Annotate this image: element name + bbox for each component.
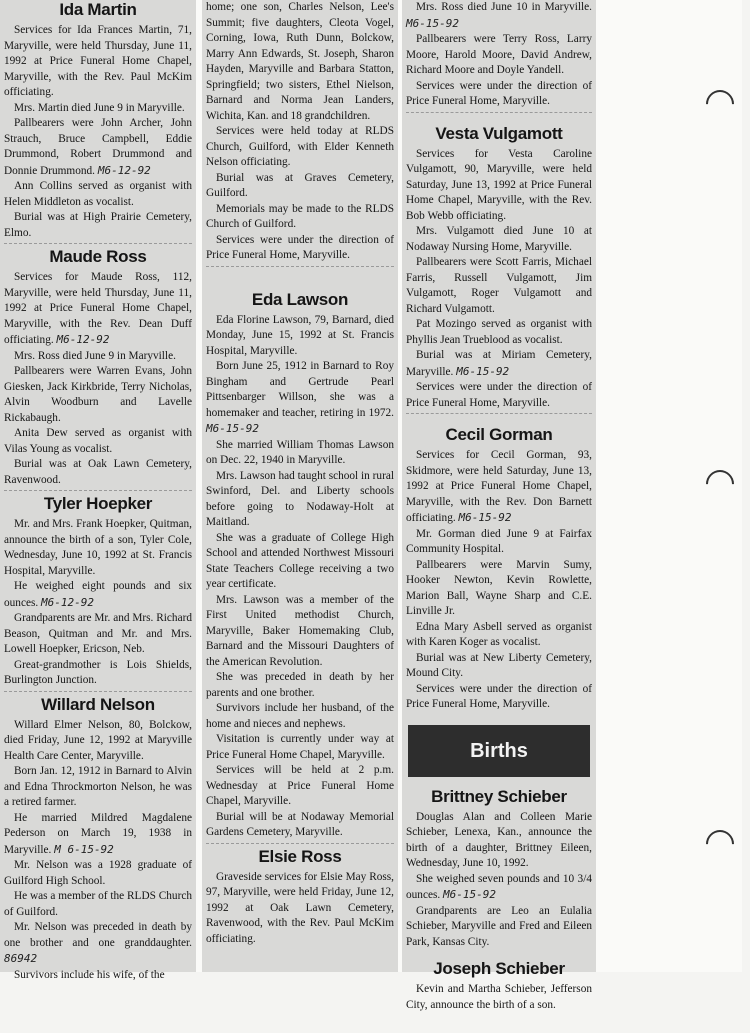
paragraph: Services were held today at RLDS Church, Guilford, with Elder Kenneth Nelson officiating. bbox=[206, 125, 394, 168]
paragraph: Services for Vesta Caroline Vulgamott, 90, Maryville, were held Saturday, June 13, 1992 at Price Funeral Home Chapel, Maryville, with the Rev. Bob Webb officiating. bbox=[406, 147, 592, 222]
paragraph: Mr. and Mrs. Frank Hoepker, Quitman, announce the birth of a son, Tyler Cole, Wednesday, June 10, 1992 at St. Francis Hospital, Maryville. bbox=[4, 518, 192, 577]
obituary-willard-nelson bbox=[4, 695, 192, 984]
paragraph: Pat Mozingo served as organist with Phyllis Jean Trueblood as vocalist. bbox=[406, 318, 592, 346]
obituary-title: Willard Nelson bbox=[41, 694, 155, 714]
paragraph: Mrs. Ross died June 10 in Maryville. M6-15-92 bbox=[406, 1, 592, 30]
column-2 bbox=[202, 0, 398, 972]
paragraph: Services for Maude Ross, 112, Maryville, were held Thursday, June 11, 1992 at Price Funeral Home Chapel, Maryville, with the Rev. Dean Duff officiating. M6-12-92 bbox=[4, 271, 192, 346]
paragraph: Services were under the direction of Price Funeral Home, Maryville. bbox=[406, 682, 592, 710]
birth-title: Tyler Hoepker bbox=[43, 494, 153, 513]
paragraph: Burial was at New Liberty Cemetery, Mound City. bbox=[406, 651, 592, 679]
obituary-cecil-gorman bbox=[406, 416, 592, 713]
paragraph: Mrs. Vulgamott died June 10 at Nodaway Nursing Home, Maryville. bbox=[406, 225, 592, 253]
paragraph: Services will be held at 2 p.m. Wednesday at Price Funeral Home Chapel, Maryville. bbox=[206, 764, 394, 807]
handwritten-date-note: M 6-15-92 bbox=[54, 842, 114, 856]
column-1 bbox=[0, 0, 196, 981]
obituary-title: Cecil Gorman bbox=[445, 425, 553, 444]
paragraph: Burial was at High Prairie Cemetery, Elmo. bbox=[4, 211, 192, 239]
paragraph: Ann Collins served as organist with Helen Middleton as vocalist. bbox=[4, 180, 192, 208]
paragraph: Mrs. Martin died June 9 in Maryville. bbox=[14, 101, 185, 114]
obituary-willard-nelson-continued bbox=[206, 0, 394, 267]
paragraph: Graveside services for Elsie May Ross, 97, Maryville, were held Friday, June 12, 1992 at Oak Lawn Cemetery, Ravenwood, with the Rev. Paul McKim officiating. bbox=[206, 870, 394, 945]
paragraph: Survivors include his wife, of the bbox=[14, 968, 165, 981]
obituary-ida-martin bbox=[4, 0, 192, 244]
paragraph: Great-grandmother is Lois Shields, Burlington Junction. bbox=[4, 658, 192, 686]
handwritten-number-note: 86942 bbox=[4, 952, 38, 965]
column-3 bbox=[402, 0, 596, 1011]
obituary-title: Ida Martin bbox=[59, 0, 137, 19]
paragraph: Pallbearers were Marvin Sumy, Hooker Newton, Kevin Rowlette, Marion Ball, Wayne Sharp and C.E. Linville Jr. bbox=[406, 558, 592, 617]
paragraph: Services were under the direction of Price Funeral Home, Maryville. bbox=[406, 381, 592, 409]
paragraph: Burial was at Graves Cemetery, Guilford. bbox=[206, 171, 394, 199]
paragraph: Grandparents are Mr. and Mrs. Richard Beason, Quitman and Mr. and Mrs. Lowell Hoepker, Ericson, Neb. bbox=[4, 612, 192, 655]
obituary-vesta-vulgamott bbox=[406, 115, 592, 415]
handwritten-date-note: M6-12-92 bbox=[41, 595, 95, 609]
paragraph: Services for Cecil Gorman, 93, Skidmore, were held Saturday, June 13, 1992 at Price Funeral Home Chapel, Maryville, with the Rev. Don Barnett officiating. M6-15-92 bbox=[406, 449, 592, 524]
handwritten-date-note: M6-12-92 bbox=[56, 333, 110, 346]
handwritten-date-note: M6-15-92 bbox=[458, 511, 512, 524]
paragraph: Born June 25, 1912 in Barnard to Roy Bingham and Gertrude Pearl Pittsenbarger Willson, she was a homemaker and teacher, retiring in 1972. M6-15-92 bbox=[206, 360, 394, 435]
paragraph: Mr. Gorman died June 9 at Fairfax Community Hospital. bbox=[406, 527, 592, 555]
paragraph: Eda Florine Lawson, 79, Barnard, died Monday, June 15, 1992 at St. Francis Hospital, Maryville. bbox=[206, 313, 394, 357]
paragraph: She was a graduate of College High School and attended Northwest Missouri State Teachers College receiving a two year certificate. bbox=[206, 531, 394, 590]
paragraph: Visitation is currently under way at Price Funeral Home Chapel, Maryville. bbox=[206, 733, 394, 761]
paragraph: Mrs. Lawson was a member of the First United methodist Church, Maryville, Baker Homemaking Club, Barnard and the Missouri Daughters of the American Revolution. bbox=[206, 593, 394, 668]
obituary-title: Eda Lawson bbox=[251, 289, 349, 309]
paragraph: Mrs. Ross died June 9 in Maryville. bbox=[14, 349, 176, 362]
paragraph: He was a member of the RLDS Church of Guilford. bbox=[4, 890, 192, 918]
handwritten-date-note: M6-15-92 bbox=[456, 364, 510, 378]
paragraph: She was preceded in death by her parents and one brother. bbox=[206, 671, 394, 699]
paragraph: Born Jan. 12, 1912 in Barnard to Alvin and Edna Throckmorton Nelson, he was a retired farmer. bbox=[4, 765, 192, 808]
paragraph: She married William Thomas Lawson on Dec. 22, 1940 in Maryville. bbox=[206, 438, 394, 466]
obituary-elsie-ross bbox=[206, 847, 394, 948]
birth-tyler-hoepker bbox=[4, 494, 192, 692]
paragraph: Pallbearers were Warren Evans, John Giesken, Jack Kirkbride, Terry Nicholas, Alvin Woodburn and Lavelle Rickabaugh. bbox=[4, 365, 192, 424]
paragraph: Burial will be at Nodaway Memorial Gardens Cemetery, Maryville. bbox=[206, 810, 394, 838]
paragraph: Services were under the direction of Price Funeral Home, Maryville. bbox=[206, 233, 394, 261]
obituary-title: Maude Ross bbox=[49, 247, 147, 266]
paragraph: Willard Elmer Nelson, 80, Bolckow, died Friday, June 12, 1992 at Maryville Health Care Center, Maryville. bbox=[4, 718, 192, 762]
paragraph: She weighed seven pounds and 10 3/4 ounces. M6-15-92 bbox=[406, 872, 592, 901]
paragraph: Memorials may be made to the RLDS Church of Guilford. bbox=[206, 202, 394, 230]
paragraph: Anita Dew served as organist with Vilas Young as vocalist. bbox=[4, 427, 192, 455]
paragraph: Douglas Alan and Colleen Marie Schieber, Lenexa, Kan., announce the birth of a daughter, Brittney Eileen, Wednesday, June 10, 1992. bbox=[406, 810, 592, 869]
paragraph: Pallbearers were John Archer, John Strauch, Bruce Campbell, Eddie Drummond, Robert Drummond and Donnie Drummond. M6-12-92 bbox=[4, 117, 192, 177]
paragraph: Pallbearers were Scott Farris, Michael Farris, Russell Vulgamott, Jim Vulgamott, Roger Vulgamott and Richard Vulgamott. bbox=[406, 256, 592, 315]
handwritten-date-note: M6-15-92 bbox=[406, 16, 459, 30]
paragraph: He married Mildred Magdalene Pederson on March 19, 1938 in Maryville. M 6-15-92 bbox=[4, 811, 192, 856]
paragraph: Burial was at Miriam Cemetery, Maryville. M6-15-92 bbox=[406, 349, 592, 378]
births-section-header: Births bbox=[408, 725, 590, 777]
paragraph: Mr. Nelson was a 1928 graduate of Guilford High School. bbox=[4, 859, 192, 887]
obituary-title: Vesta Vulgamott bbox=[435, 123, 563, 143]
birth-title: Joseph Schieber bbox=[433, 959, 565, 978]
paragraph: He weighed eight pounds and six ounces. M6-12-92 bbox=[4, 580, 192, 609]
paragraph: Burial was at Oak Lawn Cemetery, Ravenwood. bbox=[4, 458, 192, 486]
paragraph: Services for Ida Frances Martin, 71, Maryville, were held Thursday, June 11, 1992 at Price Funeral Home Chapel, Maryville, with the Rev. Paul McKim officiating. bbox=[4, 24, 192, 98]
obituary-title: Elsie Ross bbox=[258, 846, 342, 866]
birth-joseph-schieber bbox=[406, 950, 592, 1013]
paragraph: Edna Mary Asbell served as organist with Karen Koger as vocalist. bbox=[406, 620, 592, 648]
birth-title: Brittney Schieber bbox=[431, 786, 567, 806]
paragraph: Mr. Nelson was preceded in death by one brother and one granddaughter. 86942 bbox=[4, 921, 192, 965]
birth-brittney-schieber bbox=[406, 787, 592, 951]
handwritten-date-note: M6-15-92 bbox=[443, 888, 497, 901]
handwritten-date-note: M6-15-92 bbox=[206, 422, 259, 435]
paragraph: Grandparents are Leo an Eulalia Schieber, Maryville and Fred and Eileen Park, Kansas City. bbox=[406, 904, 592, 948]
obituary-ross-continued bbox=[406, 0, 592, 113]
handwritten-date-note: M6-12-92 bbox=[97, 163, 151, 177]
obituary-eda-lawson bbox=[206, 269, 394, 844]
paragraph: home; one son, Charles Nelson, Lee's Summit; five daughters, Cleota Vogel, Corning, Iowa, Ruth Dunn, Bolckow, Marry Ann Edwards, St. Joseph, Sharon Hayden, Maryville and Barbara Statton, Springfield; two sisters, Ethel Nielson, Barnard and Norma Jean Landers, Wichita, Kan. and 18 grandchildren. bbox=[206, 1, 394, 122]
paragraph: Mrs. Lawson had taught school in rural Swinford, Del. and Liberty schools before going to Nodaway-Holt at Maitland. bbox=[206, 469, 394, 528]
paragraph: Survivors include her husband, of the home and nieces and nephews. bbox=[206, 702, 394, 730]
paragraph: Pallbearers were Terry Ross, Larry Moore, Harold Moore, David Andrew, Richard Moore and Doyle Yandell. bbox=[406, 33, 592, 76]
paragraph: Kevin and Martha Schieber, Jefferson City, announce the birth of a son. bbox=[406, 983, 592, 1011]
paragraph: Services were under the direction of Price Funeral Home, Maryville. bbox=[406, 79, 592, 107]
obituary-maude-ross bbox=[4, 247, 192, 491]
